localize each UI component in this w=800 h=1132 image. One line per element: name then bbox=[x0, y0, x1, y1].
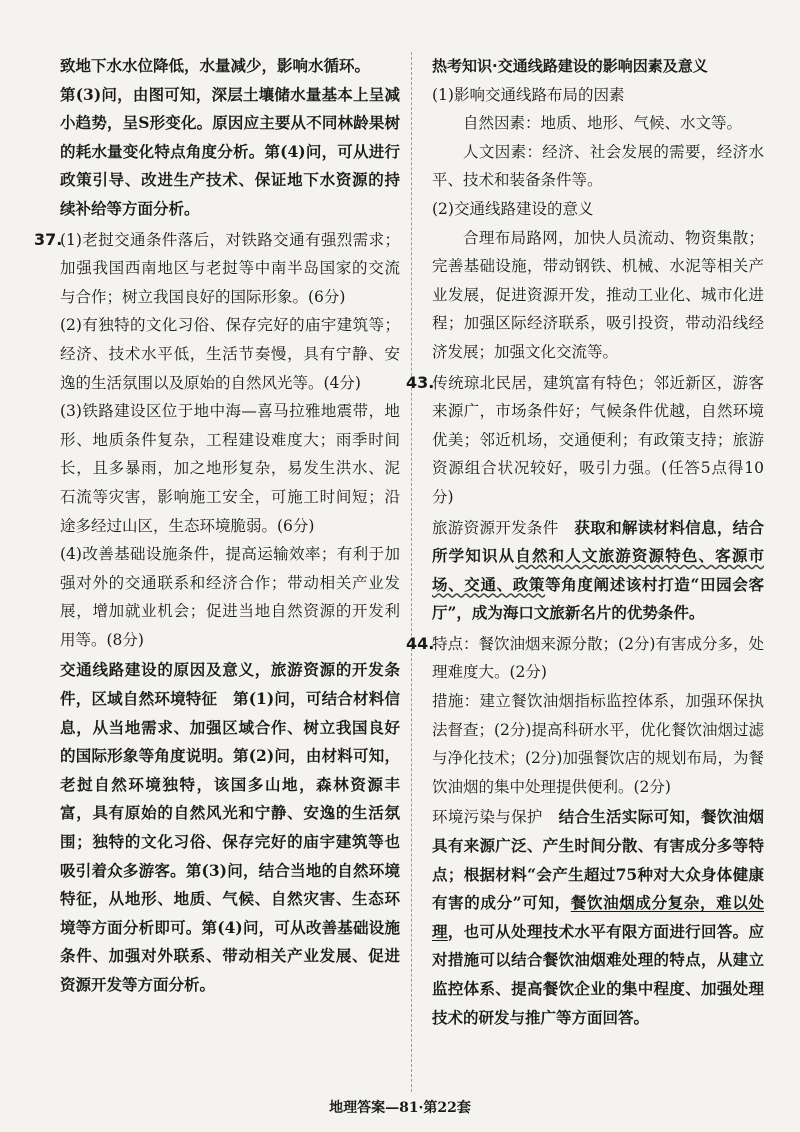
q37-answer-3: (3)铁路建设区位于地中海—喜马拉雅地震带，地形、地质条件复杂，工程建设难度大；雨季时间长，且多暴雨，加之地形复杂，易发生洪水、泥石流等灾害，影响施工安全，可施工时间短；沿途多经过山区，生态环境脆弱。(6分) bbox=[60, 402, 400, 535]
continuation-text-1: 致地下水水位降低，水量减少，影响水循环。 bbox=[60, 56, 371, 75]
q37-answer-2: (2)有独特的文化习俗、保存完好的庙宇建筑等；经济、技术水平低，生活节奏慢，具有宁静、安逸的生活氛围以及原始的自然风光等。(4分) bbox=[60, 316, 400, 392]
q44-answer-1 bbox=[406, 630, 764, 687]
analysis-part2: 第(2)问，由材料可知，老挝自然环境独特，该国多山地，森林资源丰富，具有原始的自然风光和宁静、安逸的生活氛围；独特的文化习俗、保存完好的庙宇建筑等也吸引着众多游客。 bbox=[60, 746, 400, 880]
q37-answer-1 bbox=[34, 226, 400, 312]
q43-number: 43. bbox=[406, 372, 435, 392]
analysis-part4: 第(4)问，可从改善基础设施条件、加强对外联系、带动相关产业发展、促进资源开发等方面分析。 bbox=[60, 917, 400, 994]
q44-analysis-emphasis: 餐饮油烟成分复杂，难以处理 bbox=[432, 893, 764, 941]
q43-analysis-emphasis: 自然和人文旅游资源特色、客源市场、交通、政策 bbox=[432, 546, 764, 594]
natural-factors: 自然因素：地质、地形、气候、水文等。 bbox=[463, 114, 743, 133]
analysis-part3: 第(3)问，结合当地的自然环境特征，从地形、地质、气候、自然灾害、生态环境等方面分析即可。 bbox=[60, 860, 400, 937]
construction-meaning: 合理布局路网，加快人员流动、物资集散；完善基础设施，带动钢铁、机械、水泥等相关产业发展，促进资源开发，推动工业化、城市化进程；加强区际经济联系，吸引投资，带动沿线经济发展；加强文化交流等。 bbox=[432, 228, 764, 361]
q37-part1-text: (1)老挝交通条件落后，对铁路交通有强烈需求；加强我国西南地区与老挝等中南半岛国家的交流与合作；树立我国良好的国际形象。(6分) bbox=[60, 230, 400, 306]
q43-analysis-b: 等角度阐述该村打造“田园会客厅”，成为海口文旅新名片的优势条件。 bbox=[432, 574, 764, 623]
q44-topic-label: 环境污染与保护 bbox=[432, 808, 543, 827]
q37-number: 37. bbox=[34, 229, 63, 249]
column-divider bbox=[411, 52, 412, 1092]
continuation-text-2: 第(3)问，由图可知，深层土壤储水量基本上呈减小趋势，呈S形变化。原因应主要从不同林龄果树的耗水量变化特点角度分析。第(4)问，可从进行政策引导、改进生产技术、保证地下水资源的持续补给等方面分析。 bbox=[60, 84, 400, 218]
analysis-part1: 第(1)问，可结合材料信息，从当地需求、加强区域合作、树立我国良好的国际形象等角度说明。 bbox=[60, 689, 400, 766]
hot-heading-1: (1)影响交通线路布局的因素 bbox=[432, 85, 625, 104]
q37-analysis bbox=[60, 656, 400, 999]
left-column bbox=[34, 52, 400, 1000]
q44-analysis-b: ，也可从处理技术水平有限方面进行回答。应对措施可以结合餐饮油烟难处理的特点，从建立监控体系、提高餐饮企业的集中程度、加强处理技术的研发与推广等方面回答。 bbox=[432, 921, 764, 1027]
q43-text: 传统琼北民居，建筑富有特色；邻近新区，游客来源广，市场条件好；气候条件优越，自然环境优美；邻近机场，交通便利；有政策支持；旅游资源组合状况较好，吸引力强。(任答5点得10分) bbox=[432, 373, 764, 506]
q44-analysis-a: 结合生活实际可知，餐饮油烟具有来源广泛、产生时间分散、有害成分多等特点；根据材料“会产生超过75种对大众身体健康有害的成分”可知， bbox=[432, 807, 764, 913]
right-column bbox=[406, 52, 764, 1032]
q37-answer-4: (4)改善基础设施条件，提高运输效率；有利于加强对外的交通联系和经济合作；带动相关产业发展，增加就业机会；促进当地自然资源的开发利用等。(8分) bbox=[60, 545, 400, 649]
q43-answer bbox=[406, 369, 764, 512]
q44-analysis bbox=[432, 803, 764, 1032]
hot-knowledge-title: 热考知识·交通线路建设的影响因素及意义 bbox=[432, 57, 708, 75]
q43-analysis bbox=[432, 514, 764, 628]
q44-number: 44. bbox=[406, 633, 435, 653]
q44-features: 特点：餐饮油烟来源分散；(2分)有害成分多，处理难度大。(2分) bbox=[432, 634, 764, 682]
q43-analysis-a: 获取和解读材料信息，结合所学知识从 bbox=[432, 517, 764, 566]
q44-answer-2: 措施：建立餐饮油烟指标监控体系，加强环保执法督查；(2分)提高科研水平，优化餐饮油烟过滤与净化技术；(2分)加强餐饮店的规划布局，为餐饮油烟的集中处理提供便利。(2分) bbox=[432, 692, 764, 796]
hot-heading-2: (2)交通线路建设的意义 bbox=[432, 199, 594, 218]
page-footer: 地理答案—81·第22套 bbox=[329, 1100, 471, 1116]
human-factors: 人文因素：经济、社会发展的需要，经济水平、技术和装备条件等。 bbox=[432, 142, 764, 190]
analysis-topic-label: 交通线路建设的原因及意义，旅游资源的开发条件，区域自然环境特征 bbox=[60, 660, 400, 709]
q43-topic-label: 旅游资源开发条件 bbox=[432, 518, 559, 537]
